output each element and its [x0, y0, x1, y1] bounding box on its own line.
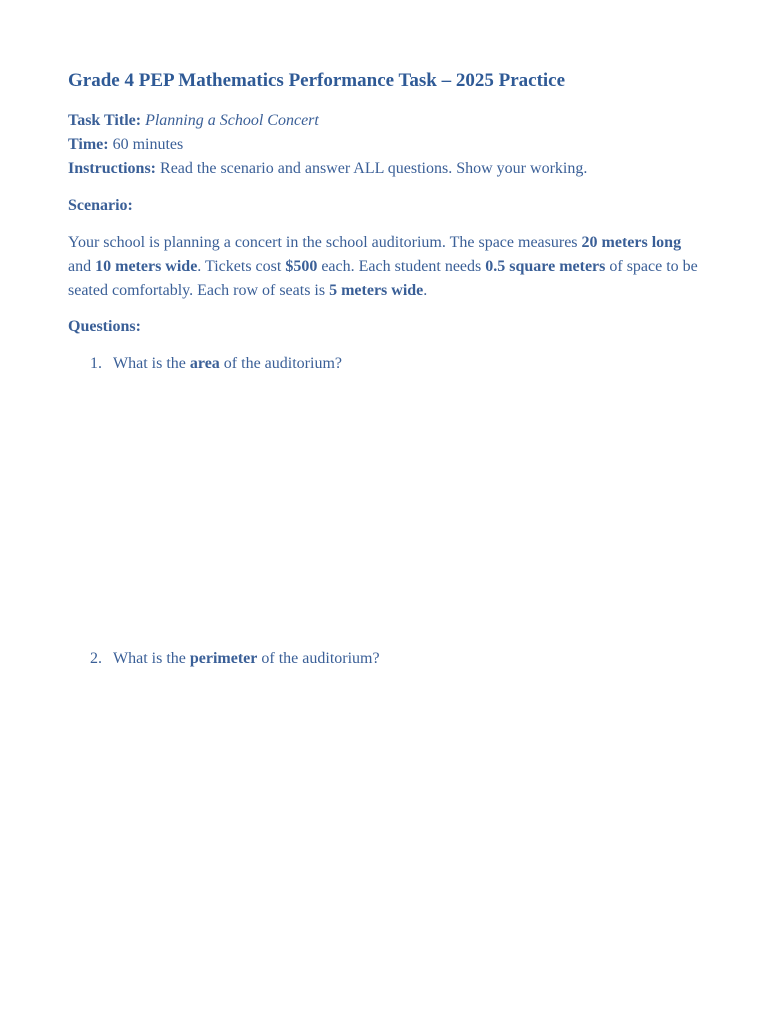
instructions-label: Instructions:	[68, 160, 157, 177]
question-text: of the auditorium?	[257, 650, 380, 667]
document-title: Grade 4 PEP Mathematics Performance Task – 2025 Practice	[68, 70, 566, 91]
time-line	[68, 133, 728, 157]
task-title-value: Planning a School Concert	[145, 112, 319, 129]
scenario-text-part: of space to be seated comfortably. Each row of seats is	[68, 258, 698, 299]
question-keyword: area	[189, 355, 220, 372]
question-text: of the auditorium?	[219, 355, 342, 372]
instructions-value: Read the scenario and answer ALL questions. Show your working.	[160, 160, 588, 177]
question-number: 1.	[90, 355, 102, 372]
scenario-text-part: Your school is planning a concert in the school auditorium. The space measures	[68, 234, 582, 251]
scenario-text-part: .	[423, 282, 428, 299]
task-title-label: Task Title:	[68, 112, 142, 129]
scenario-width: 10 meters wide	[95, 258, 198, 275]
scenario-text-part: and	[68, 258, 96, 275]
scenario-text-part: each. Each student needs	[317, 258, 486, 275]
questions-heading: Questions:	[68, 318, 141, 335]
question-number: 2.	[90, 650, 102, 667]
question-keyword: perimeter	[189, 650, 258, 667]
time-label: Time:	[68, 136, 109, 153]
question-2	[90, 647, 380, 671]
task-title-line	[68, 109, 728, 133]
question-text: What is the	[113, 650, 190, 667]
scenario-text	[68, 231, 708, 303]
scenario-length: 20 meters long	[581, 234, 682, 251]
scenario-heading: Scenario:	[68, 197, 133, 214]
time-value: 60 minutes	[112, 136, 184, 153]
scenario-row-width: 5 meters wide	[329, 282, 424, 299]
instructions-line	[68, 157, 728, 181]
question-1	[90, 352, 342, 376]
scenario-ticket-price: $500	[285, 258, 318, 275]
scenario-space-per-student: 0.5 square meters	[485, 258, 606, 275]
scenario-text-part: . Tickets cost	[197, 258, 286, 275]
question-text: What is the	[113, 355, 190, 372]
task-meta	[68, 109, 728, 181]
